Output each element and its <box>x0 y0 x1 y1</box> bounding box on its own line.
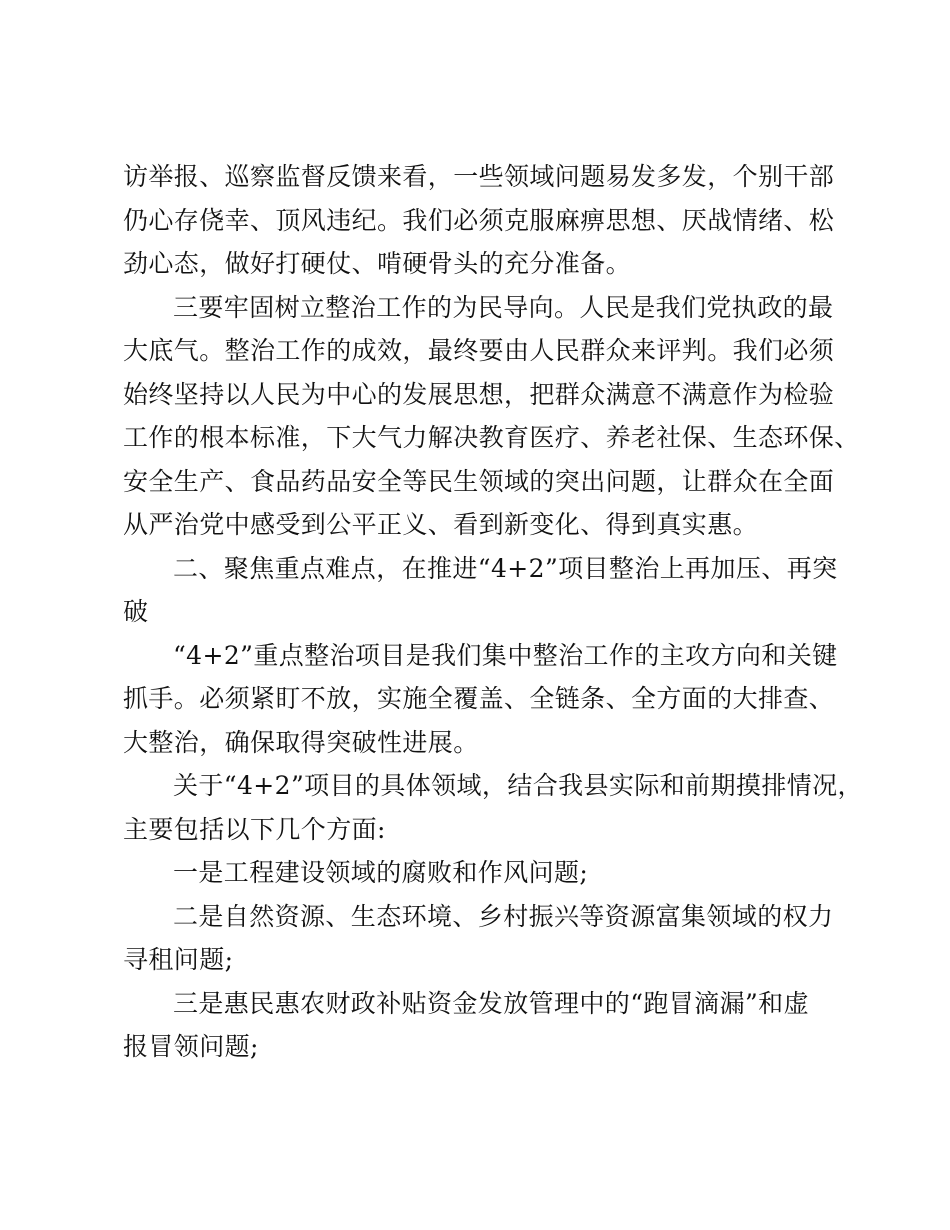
text-line: 二是自然资源、生态环境、乡村振兴等资源富集领域的权力 <box>173 901 834 931</box>
text-line: 劲心态，做好打硬仗、啃硬骨头的充分准备。 <box>123 249 632 278</box>
text-line: “4+2”重点整治项目是我们集中整治工作的主攻方向和关键 <box>173 640 838 670</box>
text-line: 工作的根本标准，下大气力解决教育医疗、养老社保、生态环保、 <box>123 423 860 452</box>
text-line: 访举报、巡察监督反馈来看，一些领域问题易发多发，个别干部 <box>123 162 835 191</box>
text-line: 大整治，确保取得突破性进展。 <box>123 727 479 757</box>
text-line: 报冒领问题; <box>123 1032 259 1061</box>
document-body <box>123 155 863 1069</box>
text-line: 始终坚持以人民为中心的发展思想，把群众满意不满意作为检验 <box>123 379 835 409</box>
text-line: 寻租问题; <box>123 945 234 974</box>
text-line: 关于“4+2”项目的具体领域，结合我县实际和前期摸排情况， <box>173 771 863 800</box>
text-line: 安全生产、食品药品安全等民生领域的突出问题，让群众在全面 <box>123 466 835 496</box>
text-line: 大底气。整治工作的成效，最终要由人民群众来评判。我们必须 <box>123 336 835 365</box>
text-line: 主要包括以下几个方面: <box>123 814 386 844</box>
text-line: 二、聚焦重点难点，在推进“4+2”项目整治上再加压、再突 <box>173 553 838 583</box>
text-line: 仍心存侥幸、顶风违纪。我们必须克服麻痹思想、厌战情绪、松 <box>123 205 835 235</box>
text-line: 抓手。必须紧盯不放，实施全覆盖、全链条、全方面的大排查、 <box>123 684 835 713</box>
text-line: 从严治党中感受到公平正义、看到新变化、得到真实惠。 <box>123 510 759 539</box>
text-line: 一是工程建设领域的腐败和作风问题; <box>173 858 589 887</box>
text-line: 破 <box>123 597 149 626</box>
text-line: 三是惠民惠农财政补贴资金发放管理中的“跑冒滴漏”和虚 <box>173 988 809 1018</box>
text-line: 三要牢固树立整治工作的为民导向。人民是我们党执政的最 <box>173 292 834 322</box>
